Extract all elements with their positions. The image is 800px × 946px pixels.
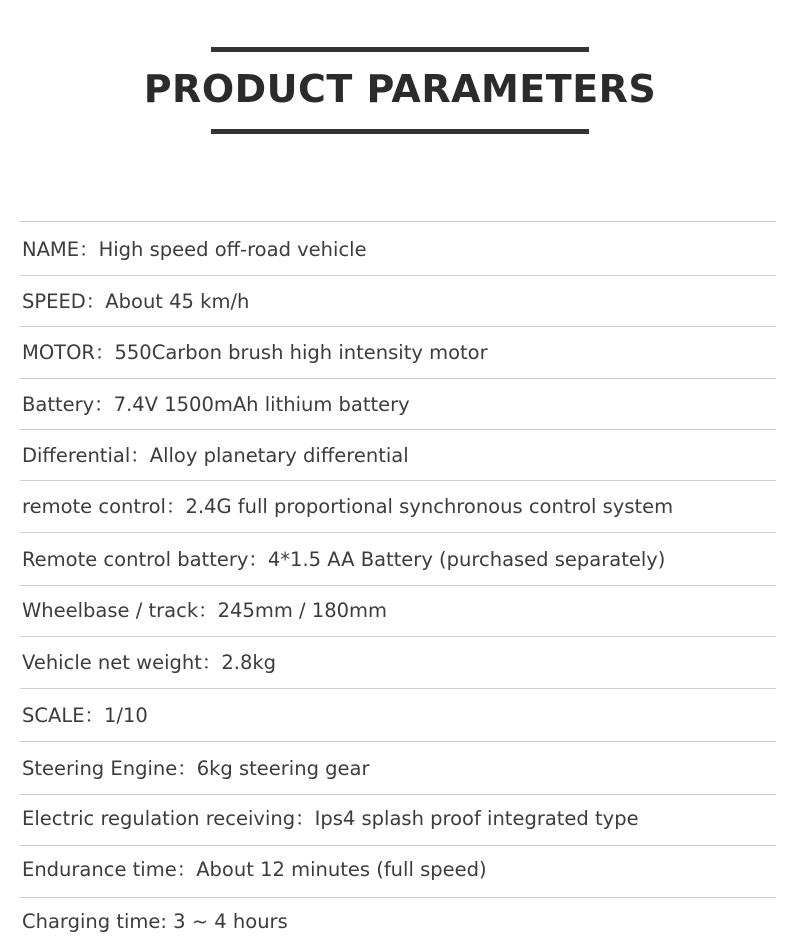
- header: [0, 0, 800, 160]
- title-top-rule: [211, 47, 589, 52]
- parameter-row-endurance-time: Endurance time：About 12 minutes (full speed): [20, 846, 776, 898]
- parameter-row-differential: Differential：Alloy planetary differential: [20, 430, 776, 481]
- parameter-table: [20, 221, 776, 938]
- page-title: PRODUCT PARAMETERS: [143, 67, 657, 111]
- parameter-row-speed: SPEED：About 45 km/h: [20, 276, 776, 327]
- parameter-row-remote-control: remote control：2.4G full proportional synchronous control system: [20, 481, 776, 533]
- parameter-row-net-weight: Vehicle net weight：2.8kg: [20, 637, 776, 689]
- parameter-row-remote-control-battery: Remote control battery：4*1.5 AA Battery (purchased separately): [20, 533, 776, 586]
- parameter-row-charging-time: Charging time: 3 ~ 4 hours: [22, 910, 288, 933]
- parameter-row-electric-regulation: Electric regulation receiving：Ips4 splash proof integrated type: [20, 795, 776, 846]
- parameter-row-battery: Battery：7.4V 1500mAh lithium battery: [20, 379, 776, 430]
- parameter-row-scale: SCALE：1/10: [20, 689, 776, 742]
- parameter-row-wheelbase-track: Wheelbase / track：245mm / 180mm: [20, 586, 776, 637]
- title-bottom-rule: [211, 129, 589, 134]
- parameter-row-motor: MOTOR：550Carbon brush high intensity motor: [20, 327, 776, 379]
- parameter-row-name: NAME：High speed off-road vehicle: [20, 222, 776, 276]
- parameter-row-steering-engine: Steering Engine：6kg steering gear: [20, 742, 776, 795]
